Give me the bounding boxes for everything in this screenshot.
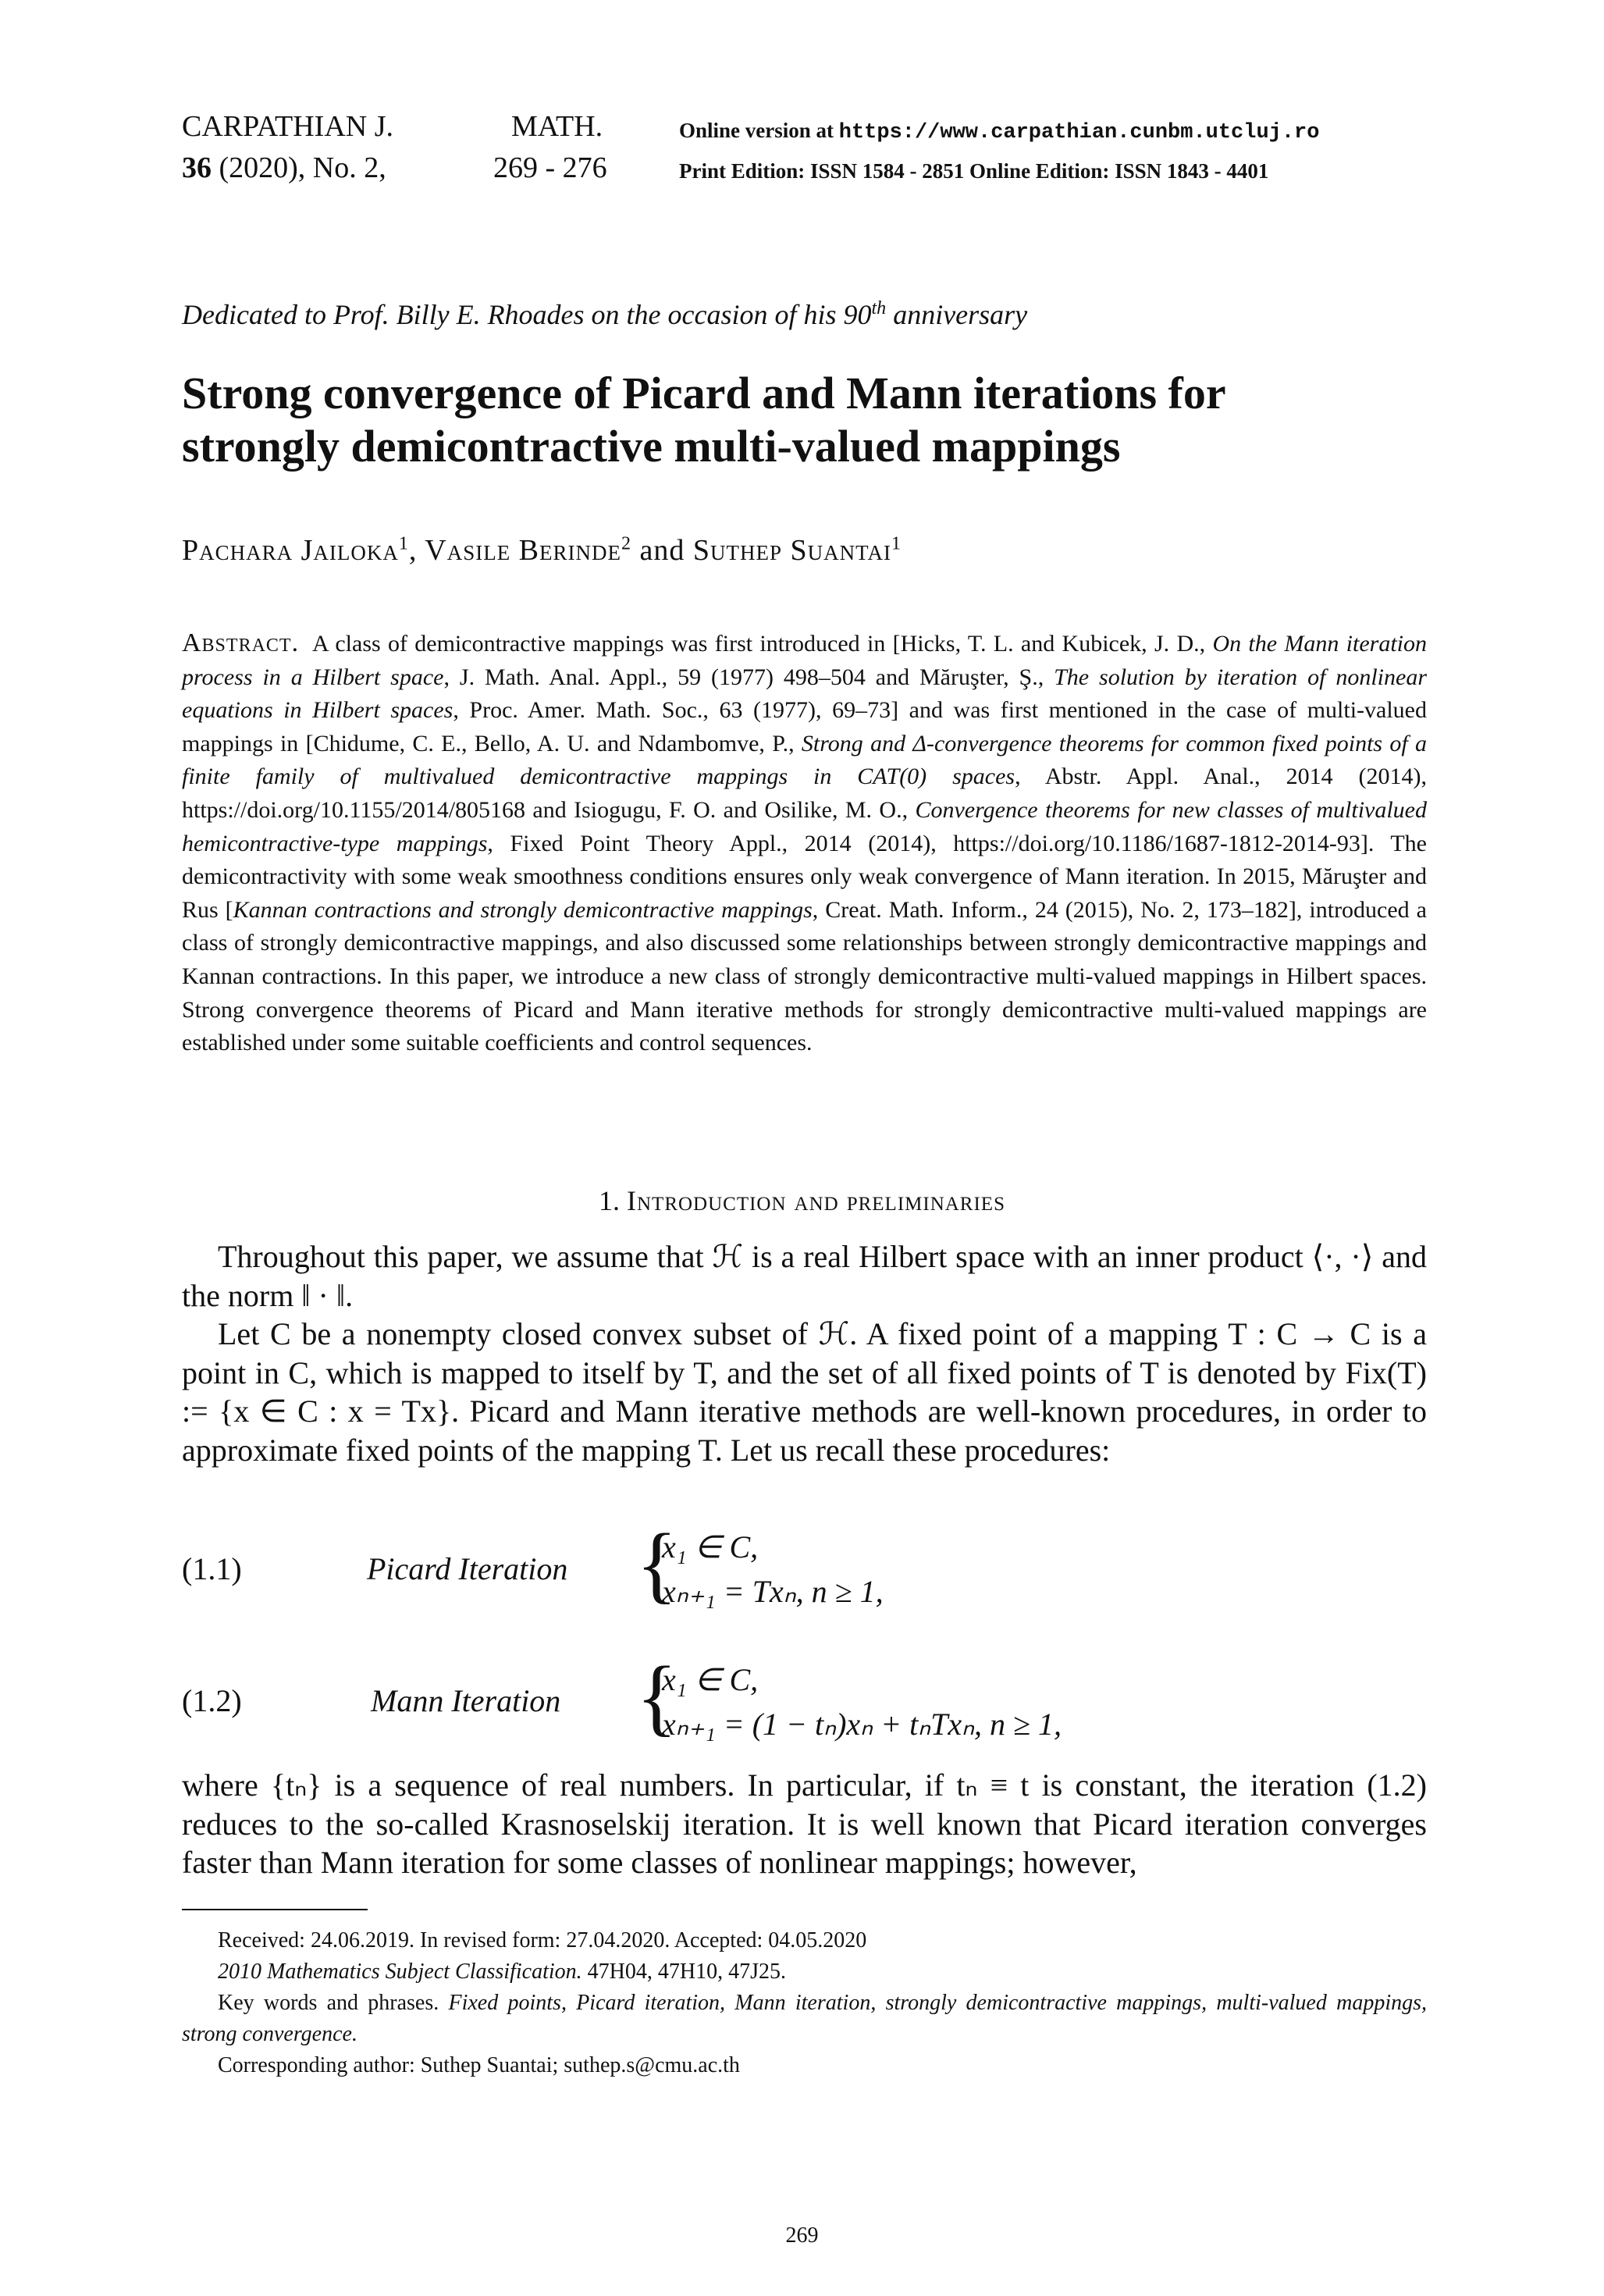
abstract-text-4: , Abstr. Appl. Anal., 2014 (2014), https://doi.org/10.1155/2014/805168 and Isiogugu, F. O. and Osilike, M. O.,: [182, 764, 1427, 823]
equation-1-name: Picard Iteration: [367, 1551, 568, 1586]
equation-2-line-1: x₁ ∈ C,: [662, 1662, 759, 1697]
volume-number: 36: [182, 151, 212, 184]
abstract-text-6: , Creat. Math. Inform., 24 (2015), No. 2, 173–182], introduced a class of strongly demicontractive mappings, and also discussed some relationships between strongly demicontractive mappings and Kannan contractions. In this paper, we introduce a new class of strongly demicontractive multi-valued mappings in Hilbert spaces. Strong convergence theorems of Picard and Mann iterative methods for strongly demicontractive multi-valued mappings are established under some suitable coefficients and control sequences.: [182, 896, 1427, 1056]
author-3: Suthep Suantai: [692, 534, 891, 567]
journal-volume: [182, 147, 386, 189]
footnote-rule: [182, 1909, 368, 1910]
equation-1-line-2: xₙ₊₁ = Txₙ, n ≥ 1,: [662, 1574, 884, 1609]
authors-and: and: [639, 534, 685, 567]
volume-issue: (2020), No. 2,: [212, 151, 386, 184]
footnote-received: Received: 24.06.2019. In revised form: 27.04.2020. Accepted: 04.05.2020: [218, 1928, 867, 1952]
author-1: Pachara Jailoka: [182, 534, 399, 567]
footnote-keywords: [182, 1988, 1427, 2050]
abstract: [182, 627, 1427, 1060]
footnote-corresponding: Corresponding author: Suthep Suantai; suthep.s@cmu.ac.th: [218, 2053, 740, 2077]
footnote-msc: [182, 1956, 1427, 1988]
online-version: [679, 109, 1319, 154]
journal-math: MATH.: [511, 110, 603, 143]
online-label: Online version at: [679, 119, 839, 142]
equation-1-label: (1.1): [182, 1551, 242, 1586]
body-paragraph-1: Throughout this paper, we assume that ℋ is a real Hilbert space with an inner product ⟨·, ·⟩ and the norm ‖ · ‖.: [182, 1239, 1427, 1313]
msc-label: 2010 Mathematics Subject Classification.: [218, 1960, 582, 1984]
equation-1-brace: {: [636, 1516, 678, 1611]
equation-2-name: Mann Iteration: [371, 1683, 561, 1718]
dedication: Dedicated to Prof. Billy E. Rhoades on the occasion of his 90th anniversary: [182, 298, 1028, 330]
abstract-ref-title-3: Strong and Δ-convergence theorems for common fixed points of a finite family of multivalued demicontractive mappings in CAT(0) spaces: [182, 730, 1427, 790]
msc-codes: 47H04, 47H10, 47J25.: [581, 1960, 786, 1984]
keywords-label: Key words and phrases.: [218, 1991, 439, 2015]
print-edition: Print Edition: ISSN 1584 - 2851 Online Edition: ISSN 1843 - 4401: [679, 159, 1269, 183]
abstract-ref-title-2: The solution by iteration of nonlinear equations in Hilbert spaces: [182, 664, 1428, 724]
title-line-2: strongly demicontractive multi-valued mappings: [182, 421, 1121, 472]
section-heading: [0, 1184, 1604, 1217]
online-url[interactable]: https://www.carpathian.cunbm.utcluj.ro: [838, 121, 1320, 144]
abstract-ref-title-4: Convergence theorems for new classes of multivalued hemicontractive-type mappings: [182, 796, 1427, 856]
abstract-text-1: A class of demicontractive mappings was first introduced in [Hicks, T. L. and Kubicek, J. D.,: [312, 631, 1206, 657]
body-paragraph-2: Let C be a nonempty closed convex subset of ℋ. A fixed point of a mapping T : C → C is a point in C, which is mapped to itself by T, and the set of all fixed points of T is denoted by Fix(T) := {x ∈ C : x = Tx}. Picard and Mann iterative methods are well-known procedures, in order to approximate fixed points of the mapping T. Let us recall these procedures:: [182, 1316, 1427, 1468]
paper-title: [182, 367, 1509, 473]
section-title: Introduction and preliminaries: [627, 1185, 1005, 1216]
equation-2-brace: {: [636, 1649, 678, 1744]
abstract-text-3: , Proc. Amer. Math. Soc., 63 (1977), 69–73] and was first mentioned in the case of multi-valued mappings in [Chidume, C. E., Bello, A. U. and Ndambomve, P.,: [182, 697, 1428, 756]
equation-2-label: (1.2): [182, 1683, 242, 1718]
equation-2-line-2: xₙ₊₁ = (1 − tₙ)xₙ + tₙTxₙ, n ≥ 1,: [662, 1707, 1062, 1742]
abstract-text-2: , J. Math. Anal. Appl., 59 (1977) 498–504 and Măruşter, Ş.,: [443, 664, 1044, 690]
keywords-text: Fixed points, Picard iteration, Mann iteration, strongly demicontractive mappings, multi-valued mappings, strong convergence.: [182, 1991, 1427, 2046]
authors: Pachara Jailoka$^1$, Vasile Berinde$^2$ and Suthep Suantai$^1$: [182, 533, 902, 567]
journal-name: CARPATHIAN J.: [182, 110, 393, 143]
title-line-1: Strong convergence of Picard and Mann iterations for: [182, 368, 1226, 418]
abstract-text-5: , Fixed Point Theory Appl., 2014 (2014), https://doi.org/10.1186/1687-1812-2014-93]. The demicontractivity with some weak smoothness conditions ensures only weak convergence of Mann iteration. In 2015, Măruşter and Rus [: [182, 830, 1427, 923]
abstract-heading: Abstract.: [182, 628, 300, 657]
abstract-ref-title-1: On the Mann iteration process in a Hilbert space: [182, 631, 1427, 690]
section-number: 1.: [599, 1185, 620, 1216]
author-2: Vasile Berinde: [425, 534, 622, 567]
equation-1-line-1: x₁ ∈ C,: [662, 1529, 759, 1564]
body-paragraph-3: where {tₙ} is a sequence of real numbers. In particular, if tₙ ≡ t is constant, the iteration (1.2) reduces to the so-called Krasnoselskij iteration. It is well known that Picard iteration converges faster than Mann iteration for some classes of nonlinear mappings; however,: [182, 1767, 1427, 1880]
abstract-ref-title-5: Kannan contractions and strongly demicontractive mappings: [233, 896, 813, 923]
page-number: 269: [785, 2223, 819, 2248]
journal-pages: 269 - 276: [493, 151, 607, 184]
